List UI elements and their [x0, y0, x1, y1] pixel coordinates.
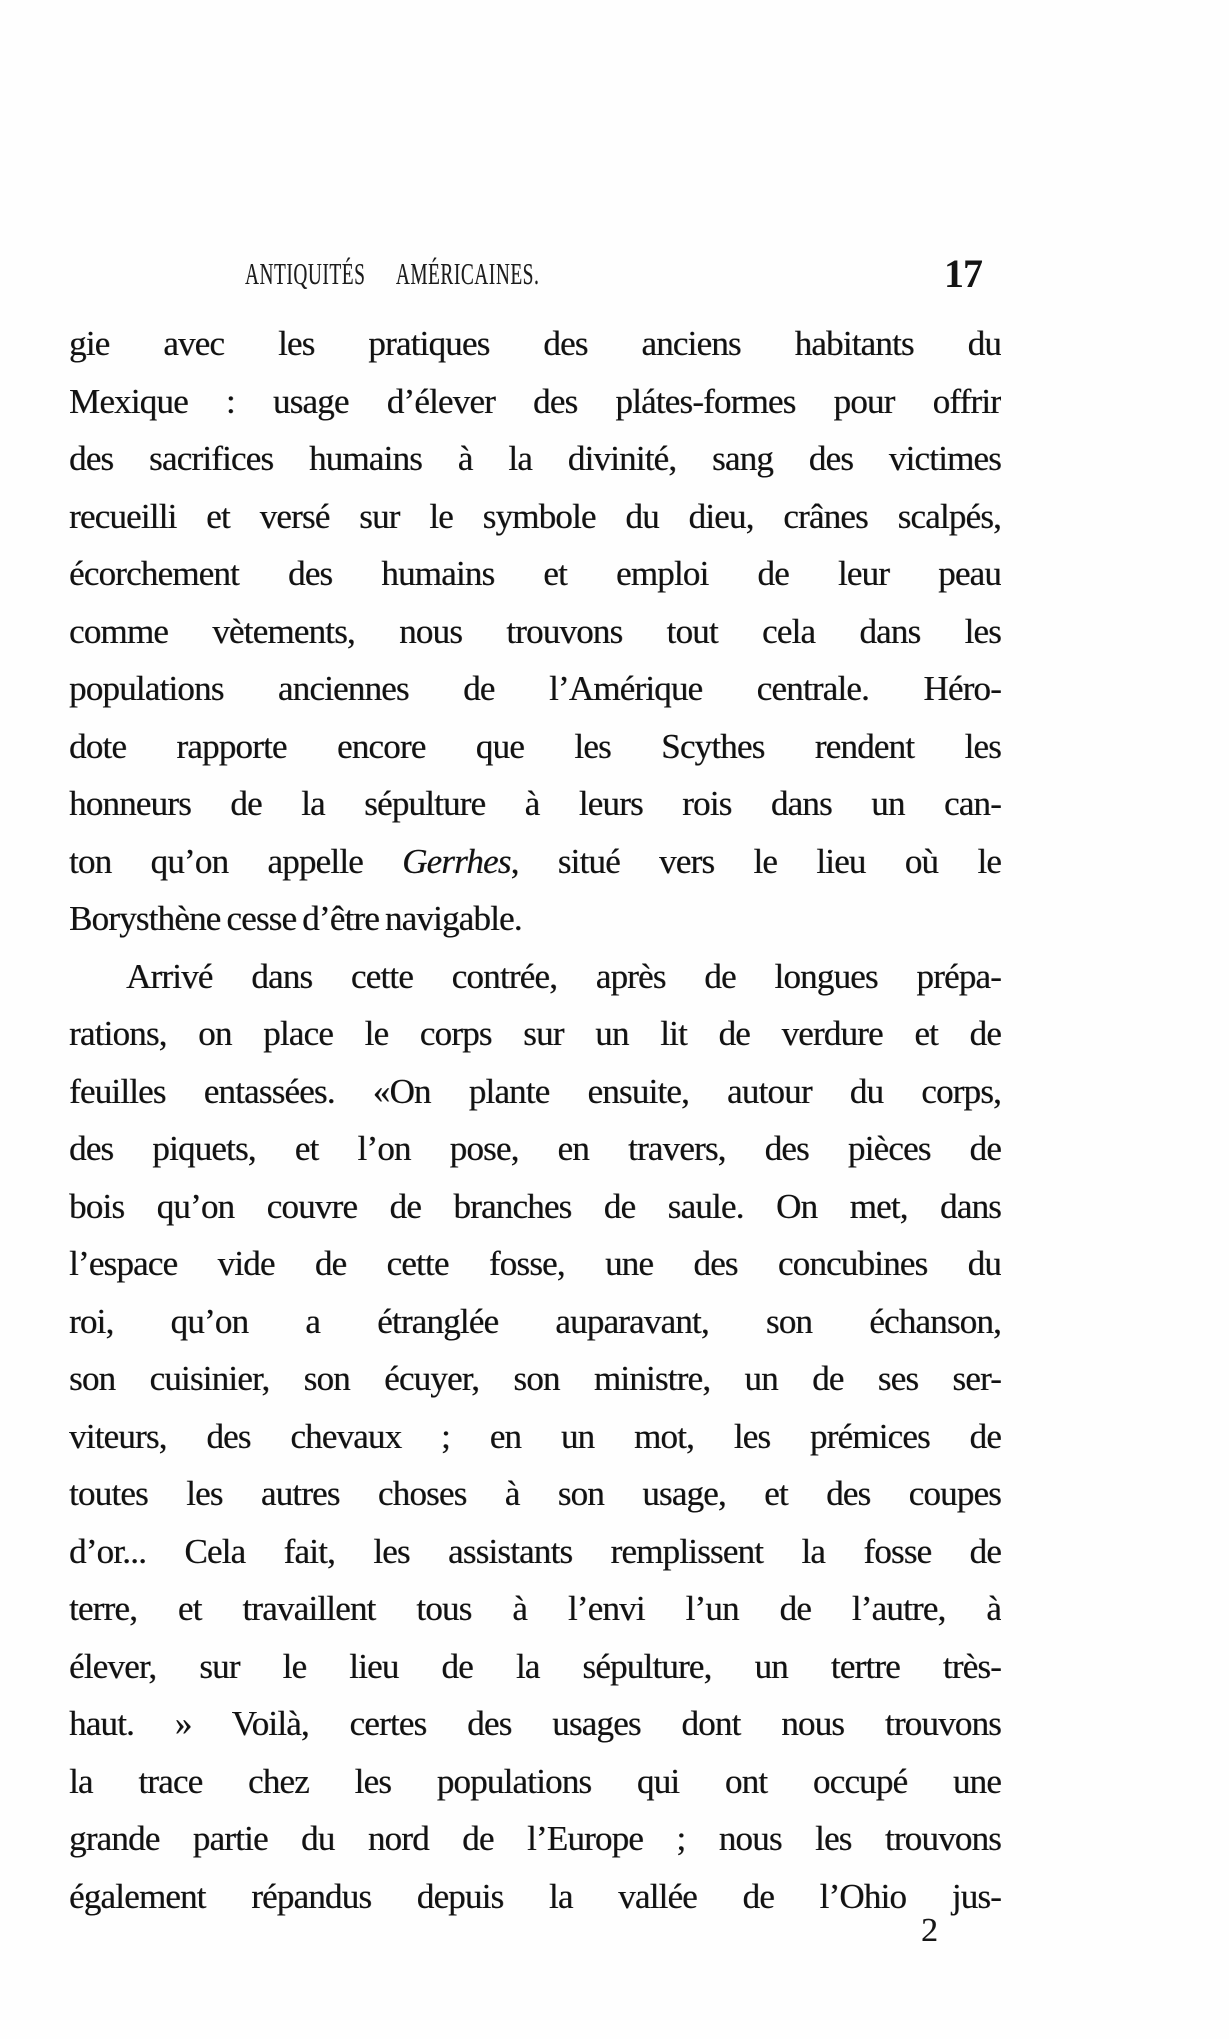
text-segment: gie avec les pratiques des anciens habitants du: [69, 324, 1001, 363]
text-segment: recueilli et versé sur le symbole du dieu, crânes scalpés,: [69, 496, 1001, 536]
text-segment: terre, et travaillent tous à l’envi l’un de l’autre, à: [69, 1589, 1001, 1628]
text-line: [69, 948, 1001, 1006]
text-line: [69, 1408, 1001, 1466]
text-line: [69, 1063, 1001, 1121]
text-segment: feuilles entassées. «On plante ensuite, autour du corps,: [69, 1071, 1001, 1111]
text-line: [69, 1293, 1001, 1351]
text-segment: son cuisinier, son écuyer, son ministre, un de ses ser-: [69, 1359, 1001, 1398]
text-segment: Arrivé dans cette contrée, après de longues prépa-: [126, 956, 1001, 996]
text-segment: bois qu’on couvre de branches de saule. On met, dans: [69, 1186, 1001, 1226]
text-line: [69, 718, 1001, 776]
text-segment: comme vètements, nous trouvons tout cela dans les: [69, 611, 1001, 651]
text-segment: dote rapporte encore que les Scythes rendent les: [69, 726, 1001, 766]
text-segment: l’espace vide de cette fosse, une des concubines du: [69, 1244, 1001, 1283]
text-segment: écorchement des humains et emploi de leur peau: [69, 554, 1001, 593]
text-line: [69, 545, 1001, 603]
text-segment: toutes les autres choses à son usage, et des coupes: [69, 1474, 1001, 1513]
text-line: [69, 1235, 1001, 1293]
italic-term: Gerrhes: [402, 841, 511, 881]
text-line: [69, 1120, 1001, 1178]
text-line: [69, 1753, 1001, 1811]
text-line: [69, 1580, 1001, 1638]
text-line: [69, 1005, 1001, 1063]
text-line: [69, 660, 1001, 718]
text-line: [69, 1810, 1001, 1868]
text-line: [69, 1638, 1001, 1696]
text-line: [69, 890, 1001, 948]
text-segment: élever, sur le lieu de la sépulture, un tertre très-: [69, 1646, 1001, 1686]
text-line: [69, 833, 1001, 891]
text-line: [69, 1523, 1001, 1581]
text-line: [69, 373, 1001, 431]
text-segment: viteurs, des chevaux ; en un mot, les prémices de: [69, 1416, 1001, 1456]
text-segment: Mexique : usage d’élever des plátes-formes pour offrir: [69, 381, 1001, 421]
text-line: [69, 315, 1001, 373]
text-line: [69, 1350, 1001, 1408]
text-segment: honneurs de la sépulture à leurs rois dans un can-: [69, 784, 1001, 823]
text-segment: d’or... Cela fait, les assistants remplissent la fosse de: [69, 1531, 1001, 1571]
text-line: [69, 488, 1001, 546]
text-line: [69, 775, 1001, 833]
signature-mark: 2: [921, 1912, 938, 1949]
text-line: [69, 1178, 1001, 1236]
text-segment: , situé vers le lieu où le: [510, 841, 1001, 881]
text-line: [69, 1465, 1001, 1523]
text-line: [69, 1695, 1001, 1753]
page-number: 17: [944, 251, 982, 296]
text-line: [69, 430, 1001, 488]
text-segment: Borysthène cesse d’être navigable.: [69, 899, 522, 938]
text-segment: ton qu’on appelle: [69, 841, 403, 881]
text-segment: roi, qu’on a étranglée auparavant, son échanson,: [69, 1301, 1001, 1341]
text-segment: grande partie du nord de l’Europe ; nous les trouvons: [69, 1819, 1001, 1858]
text-line: [69, 1868, 1001, 1926]
text-segment: des sacrifices humains à la divinité, sang des victimes: [69, 439, 1001, 478]
text-segment: la trace chez les populations qui ont occupé une: [69, 1761, 1001, 1801]
running-title: ANTIQUITÉS AMÉRICAINES.: [245, 256, 540, 291]
text-line: [69, 603, 1001, 661]
text-segment: également répandus depuis la vallée de l’Ohio jus-: [69, 1876, 1001, 1916]
text-segment: des piquets, et l’on pose, en travers, des pièces de: [69, 1129, 1001, 1168]
text-segment: haut. » Voilà, certes des usages dont nous trouvons: [69, 1704, 1001, 1743]
text-block: [69, 315, 1001, 1925]
text-segment: rations, on place le corps sur un lit de verdure et de: [69, 1014, 1001, 1053]
text-segment: populations anciennes de l’Amérique centrale. Héro-: [69, 669, 1001, 708]
